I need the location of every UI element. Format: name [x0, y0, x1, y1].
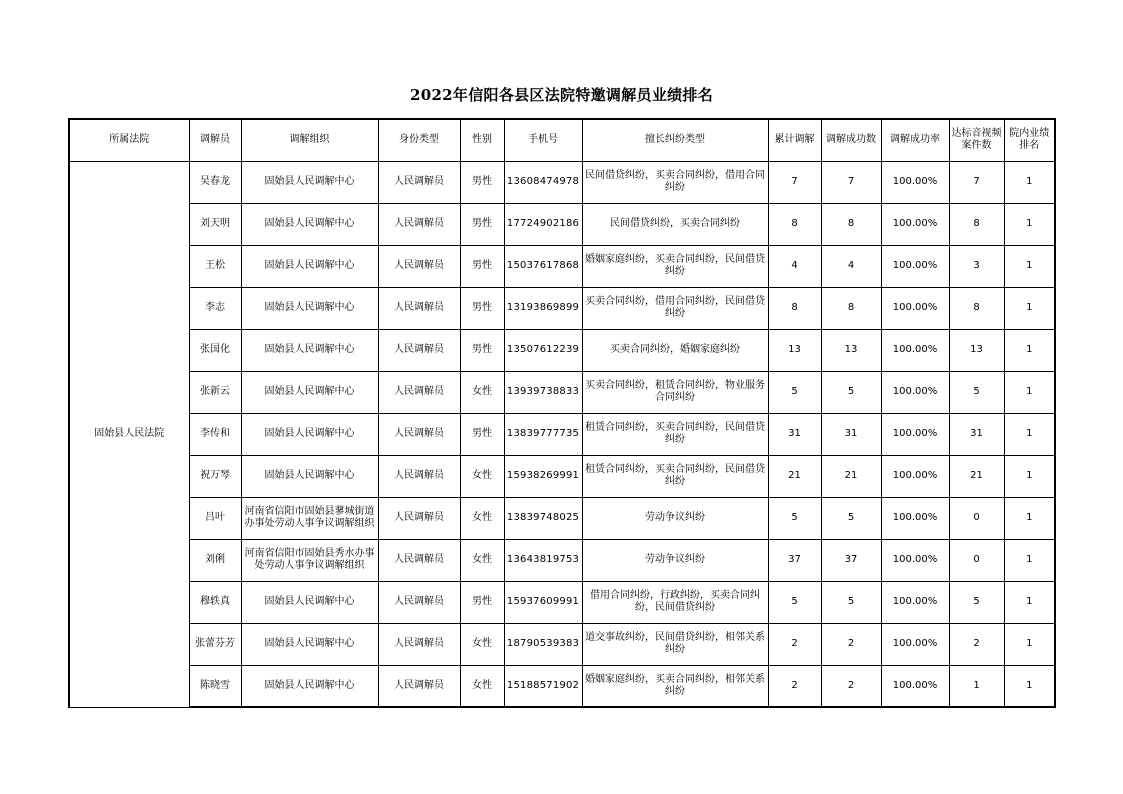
internal-rank-cell: 1 — [1004, 287, 1055, 329]
gender-cell: 男性 — [460, 581, 504, 623]
dispute-types-cell: 买卖合同纠纷，婚姻家庭纠纷 — [582, 329, 768, 371]
dispute-types-cell: 民间借贷纠纷，买卖合同纠纷 — [582, 203, 768, 245]
header-row — [69, 119, 1055, 161]
internal-rank-cell: 1 — [1004, 413, 1055, 455]
table-row — [69, 371, 1055, 413]
success-rate-cell: 100.00% — [881, 623, 949, 665]
successful-mediations-cell: 4 — [821, 245, 881, 287]
table-row — [69, 245, 1055, 287]
phone-number-cell: 13608474978 — [504, 161, 582, 203]
mediation-org-cell: 固始县人民调解中心 — [241, 245, 378, 287]
identity-type-cell: 人民调解员 — [378, 539, 460, 581]
table-row — [69, 329, 1055, 371]
successful-mediations-cell: 31 — [821, 413, 881, 455]
qualified-video-cases-cell: 0 — [949, 497, 1004, 539]
gender-cell: 男性 — [460, 329, 504, 371]
successful-mediations-cell: 2 — [821, 665, 881, 707]
mediation-org-cell: 固始县人民调解中心 — [241, 455, 378, 497]
gender-cell: 女性 — [460, 497, 504, 539]
successful-mediations-cell: 2 — [821, 623, 881, 665]
mediator-name-cell: 李志 — [189, 287, 241, 329]
phone-number-cell: 13643819753 — [504, 539, 582, 581]
table-row — [69, 161, 1055, 203]
qualified-video-cases-cell: 5 — [949, 581, 1004, 623]
dispute-types-cell: 道交事故纠纷，民间借贷纠纷，相邻关系纠纷 — [582, 623, 768, 665]
header-org: 调解组织 — [241, 119, 378, 161]
successful-mediations-cell: 21 — [821, 455, 881, 497]
successful-mediations-cell: 8 — [821, 203, 881, 245]
identity-type-cell: 人民调解员 — [378, 581, 460, 623]
mediator-ranking-table — [68, 118, 1056, 708]
court-name-cell: 固始县人民法院 — [69, 161, 189, 707]
successful-mediations-cell: 7 — [821, 161, 881, 203]
success-rate-cell: 100.00% — [881, 581, 949, 623]
total-mediations-cell: 8 — [768, 287, 821, 329]
table-row — [69, 623, 1055, 665]
total-mediations-cell: 5 — [768, 497, 821, 539]
successful-mediations-cell: 5 — [821, 581, 881, 623]
mediation-org-cell: 河南省信阳市固始县秀水办事处劳动人事争议调解组织 — [241, 539, 378, 581]
success-rate-cell: 100.00% — [881, 329, 949, 371]
table-row — [69, 287, 1055, 329]
phone-number-cell: 17724902186 — [504, 203, 582, 245]
header-rate: 调解成功率 — [881, 119, 949, 161]
document-title: 2022年信阳各县区法院特邀调解员业绩排名 — [409, 86, 714, 104]
dispute-types-cell: 劳动争议纠纷 — [582, 497, 768, 539]
gender-cell: 女性 — [460, 371, 504, 413]
total-mediations-cell: 4 — [768, 245, 821, 287]
identity-type-cell: 人民调解员 — [378, 623, 460, 665]
table-row — [69, 455, 1055, 497]
header-total: 累计调解 — [768, 119, 821, 161]
gender-cell: 男性 — [460, 203, 504, 245]
gender-cell: 男性 — [460, 287, 504, 329]
identity-type-cell: 人民调解员 — [378, 245, 460, 287]
mediator-name-cell: 吕叶 — [189, 497, 241, 539]
gender-cell: 男性 — [460, 245, 504, 287]
phone-number-cell: 13939738833 — [504, 371, 582, 413]
qualified-video-cases-cell: 8 — [949, 203, 1004, 245]
total-mediations-cell: 5 — [768, 581, 821, 623]
phone-number-cell: 15938269991 — [504, 455, 582, 497]
mediator-name-cell: 张蕾芬芳 — [189, 623, 241, 665]
table-row — [69, 581, 1055, 623]
header-identity: 身份类型 — [378, 119, 460, 161]
success-rate-cell: 100.00% — [881, 665, 949, 707]
internal-rank-cell: 1 — [1004, 497, 1055, 539]
total-mediations-cell: 21 — [768, 455, 821, 497]
header-mediator: 调解员 — [189, 119, 241, 161]
total-mediations-cell: 13 — [768, 329, 821, 371]
mediator-name-cell: 张新云 — [189, 371, 241, 413]
total-mediations-cell: 2 — [768, 623, 821, 665]
qualified-video-cases-cell: 8 — [949, 287, 1004, 329]
success-rate-cell: 100.00% — [881, 161, 949, 203]
dispute-types-cell: 租赁合同纠纷，买卖合同纠纷，民间借贷纠纷 — [582, 413, 768, 455]
internal-rank-cell: 1 — [1004, 161, 1055, 203]
header-rank: 院内业绩排名 — [1004, 119, 1055, 161]
identity-type-cell: 人民调解员 — [378, 455, 460, 497]
phone-number-cell: 13193869899 — [504, 287, 582, 329]
internal-rank-cell: 1 — [1004, 371, 1055, 413]
mediation-org-cell: 固始县人民调解中心 — [241, 161, 378, 203]
table-row — [69, 203, 1055, 245]
identity-type-cell: 人民调解员 — [378, 329, 460, 371]
mediation-org-cell: 固始县人民调解中心 — [241, 413, 378, 455]
identity-type-cell: 人民调解员 — [378, 287, 460, 329]
header-court: 所属法院 — [69, 119, 189, 161]
total-mediations-cell: 8 — [768, 203, 821, 245]
phone-number-cell: 15937609991 — [504, 581, 582, 623]
successful-mediations-cell: 5 — [821, 371, 881, 413]
internal-rank-cell: 1 — [1004, 581, 1055, 623]
header-gender: 性别 — [460, 119, 504, 161]
mediation-org-cell: 固始县人民调解中心 — [241, 623, 378, 665]
mediator-name-cell: 穆轶真 — [189, 581, 241, 623]
total-mediations-cell: 31 — [768, 413, 821, 455]
qualified-video-cases-cell: 1 — [949, 665, 1004, 707]
qualified-video-cases-cell: 7 — [949, 161, 1004, 203]
mediator-name-cell: 陈晓雪 — [189, 665, 241, 707]
phone-number-cell: 13507612239 — [504, 329, 582, 371]
internal-rank-cell: 1 — [1004, 245, 1055, 287]
qualified-video-cases-cell: 31 — [949, 413, 1004, 455]
qualified-video-cases-cell: 3 — [949, 245, 1004, 287]
dispute-types-cell: 民间借贷纠纷，买卖合同纠纷，借用合同纠纷 — [582, 161, 768, 203]
qualified-video-cases-cell: 0 — [949, 539, 1004, 581]
mediator-name-cell: 张国化 — [189, 329, 241, 371]
mediator-name-cell: 祝万琴 — [189, 455, 241, 497]
qualified-video-cases-cell: 5 — [949, 371, 1004, 413]
mediation-org-cell: 固始县人民调解中心 — [241, 371, 378, 413]
phone-number-cell: 15188571902 — [504, 665, 582, 707]
success-rate-cell: 100.00% — [881, 413, 949, 455]
header-dispute: 擅长纠纷类型 — [582, 119, 768, 161]
successful-mediations-cell: 13 — [821, 329, 881, 371]
mediator-name-cell: 李传和 — [189, 413, 241, 455]
dispute-types-cell: 婚姻家庭纠纷，买卖合同纠纷，相邻关系纠纷 — [582, 665, 768, 707]
successful-mediations-cell: 5 — [821, 497, 881, 539]
internal-rank-cell: 1 — [1004, 203, 1055, 245]
total-mediations-cell: 5 — [768, 371, 821, 413]
header-phone: 手机号 — [504, 119, 582, 161]
mediator-name-cell: 刘天明 — [189, 203, 241, 245]
header-success: 调解成功数 — [821, 119, 881, 161]
successful-mediations-cell: 8 — [821, 287, 881, 329]
mediation-org-cell: 固始县人民调解中心 — [241, 329, 378, 371]
internal-rank-cell: 1 — [1004, 539, 1055, 581]
phone-number-cell: 13839777735 — [504, 413, 582, 455]
dispute-types-cell: 劳动争议纠纷 — [582, 539, 768, 581]
qualified-video-cases-cell: 2 — [949, 623, 1004, 665]
internal-rank-cell: 1 — [1004, 329, 1055, 371]
gender-cell: 女性 — [460, 623, 504, 665]
mediator-name-cell: 吴春龙 — [189, 161, 241, 203]
mediation-org-cell: 固始县人民调解中心 — [241, 203, 378, 245]
total-mediations-cell: 37 — [768, 539, 821, 581]
total-mediations-cell: 2 — [768, 665, 821, 707]
identity-type-cell: 人民调解员 — [378, 161, 460, 203]
dispute-types-cell: 婚姻家庭纠纷，买卖合同纠纷，民间借贷纠纷 — [582, 245, 768, 287]
mediation-org-cell: 固始县人民调解中心 — [241, 665, 378, 707]
success-rate-cell: 100.00% — [881, 287, 949, 329]
phone-number-cell: 18790539383 — [504, 623, 582, 665]
mediation-org-cell: 固始县人民调解中心 — [241, 581, 378, 623]
mediator-name-cell: 王松 — [189, 245, 241, 287]
dispute-types-cell: 买卖合同纠纷，租赁合同纠纷，物业服务合同纠纷 — [582, 371, 768, 413]
identity-type-cell: 人民调解员 — [378, 665, 460, 707]
internal-rank-cell: 1 — [1004, 455, 1055, 497]
gender-cell: 女性 — [460, 455, 504, 497]
phone-number-cell: 13839748025 — [504, 497, 582, 539]
identity-type-cell: 人民调解员 — [378, 497, 460, 539]
table-row — [69, 497, 1055, 539]
success-rate-cell: 100.00% — [881, 371, 949, 413]
internal-rank-cell: 1 — [1004, 623, 1055, 665]
table-row — [69, 665, 1055, 707]
internal-rank-cell: 1 — [1004, 665, 1055, 707]
gender-cell: 男性 — [460, 413, 504, 455]
successful-mediations-cell: 37 — [821, 539, 881, 581]
mediation-org-cell: 河南省信阳市固始县蓼城街道办事处劳动人事争议调解组织 — [241, 497, 378, 539]
mediation-org-cell: 固始县人民调解中心 — [241, 287, 378, 329]
dispute-types-cell: 借用合同纠纷，行政纠纷，买卖合同纠纷，民间借贷纠纷 — [582, 581, 768, 623]
dispute-types-cell: 买卖合同纠纷，借用合同纠纷，民间借贷纠纷 — [582, 287, 768, 329]
success-rate-cell: 100.00% — [881, 203, 949, 245]
total-mediations-cell: 7 — [768, 161, 821, 203]
gender-cell: 男性 — [460, 161, 504, 203]
success-rate-cell: 100.00% — [881, 539, 949, 581]
success-rate-cell: 100.00% — [881, 245, 949, 287]
phone-number-cell: 15037617868 — [504, 245, 582, 287]
gender-cell: 女性 — [460, 539, 504, 581]
qualified-video-cases-cell: 21 — [949, 455, 1004, 497]
identity-type-cell: 人民调解员 — [378, 371, 460, 413]
qualified-video-cases-cell: 13 — [949, 329, 1004, 371]
header-video: 达标音视频案件数 — [949, 119, 1004, 161]
identity-type-cell: 人民调解员 — [378, 203, 460, 245]
table-row — [69, 539, 1055, 581]
gender-cell: 女性 — [460, 665, 504, 707]
success-rate-cell: 100.00% — [881, 455, 949, 497]
table-row — [69, 413, 1055, 455]
identity-type-cell: 人民调解员 — [378, 413, 460, 455]
success-rate-cell: 100.00% — [881, 497, 949, 539]
dispute-types-cell: 租赁合同纠纷，买卖合同纠纷，民间借贷纠纷 — [582, 455, 768, 497]
mediator-name-cell: 刘俐 — [189, 539, 241, 581]
